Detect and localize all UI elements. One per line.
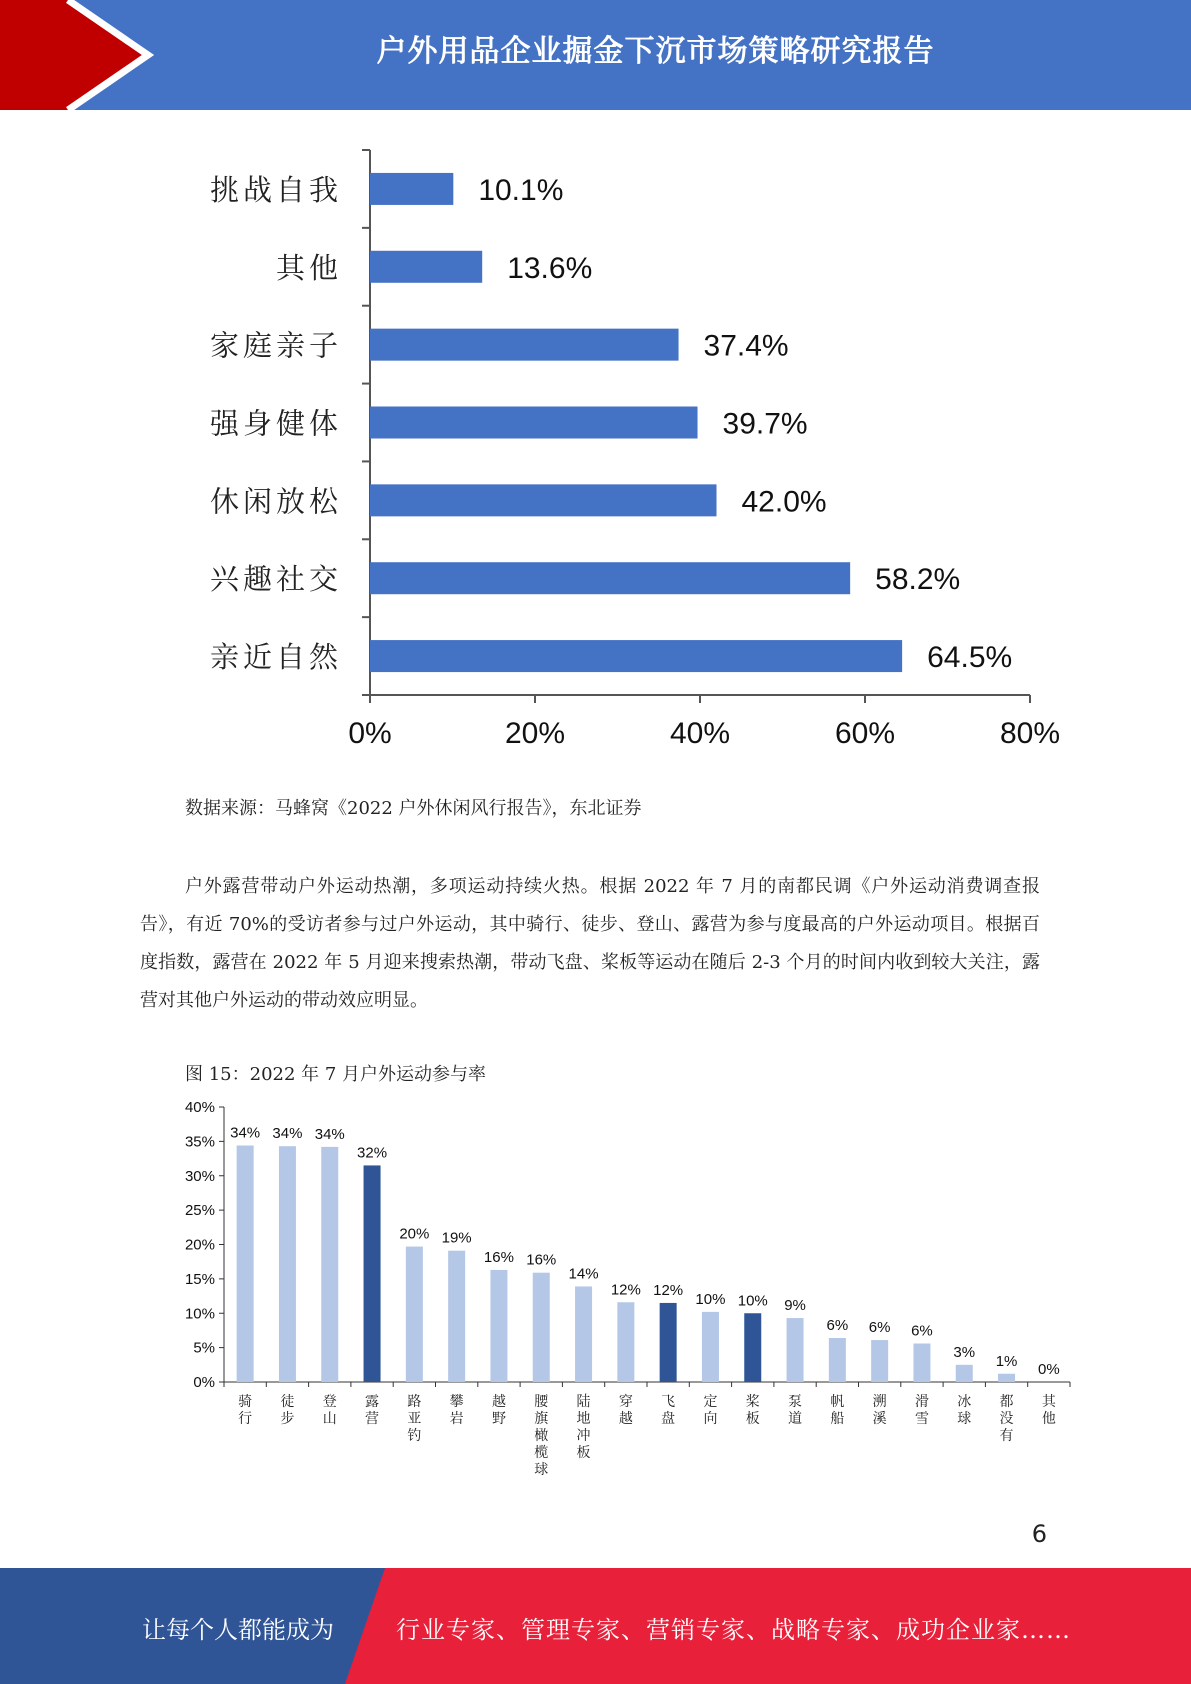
category-label: 家庭亲子 xyxy=(209,328,342,363)
bar xyxy=(998,1374,1015,1382)
bar-value-label: 39.7% xyxy=(722,407,808,441)
category-label: 徒步 xyxy=(280,1394,295,1427)
bar-value-label: 12% xyxy=(653,1281,684,1299)
bar-value-label: 13.6% xyxy=(507,251,593,285)
bar-value-label: 12% xyxy=(610,1281,641,1299)
bar-value-label: 10% xyxy=(695,1290,726,1308)
bar xyxy=(370,562,850,594)
bar xyxy=(370,484,717,516)
y-tick-label: 5% xyxy=(193,1339,215,1357)
y-tick-label: 25% xyxy=(184,1202,215,1220)
category-label: 泵道 xyxy=(788,1394,803,1427)
category-label: 攀岩 xyxy=(449,1394,464,1427)
x-tick-label: 20% xyxy=(504,717,566,750)
bar-value-label: 10% xyxy=(737,1292,768,1310)
category-label: 滑雪 xyxy=(914,1394,929,1427)
bar xyxy=(448,1251,465,1382)
page-number: 6 xyxy=(1031,1520,1047,1548)
bar xyxy=(660,1303,677,1382)
category-label: 穿越 xyxy=(618,1394,633,1427)
participation-bar-chart xyxy=(180,1090,1090,1490)
category-label: 强身健体 xyxy=(209,406,342,441)
y-tick-label: 35% xyxy=(184,1133,215,1151)
bar xyxy=(744,1313,761,1382)
bar xyxy=(829,1338,846,1382)
bar-value-label: 16% xyxy=(526,1251,557,1269)
motivation-bar-chart xyxy=(180,135,1080,760)
footer-slogan-right: 行业专家、管理专家、营销专家、战略专家、成功企业家…… xyxy=(396,1616,1071,1644)
bar xyxy=(406,1247,423,1382)
bar-value-label: 9% xyxy=(784,1297,806,1315)
category-label: 路亚钓 xyxy=(407,1394,422,1444)
footer-slogan-left: 让每个人都能成为 xyxy=(142,1616,334,1644)
bar-value-label: 14% xyxy=(568,1265,599,1283)
header-title: 户外用品企业掘金下沉市场策略研究报告 xyxy=(376,34,935,69)
bar xyxy=(370,329,679,361)
category-label: 挑战自我 xyxy=(209,172,342,207)
bar-value-label: 1% xyxy=(995,1352,1018,1370)
bar xyxy=(575,1286,592,1382)
y-tick-label: 10% xyxy=(184,1305,215,1323)
bar-value-label: 16% xyxy=(483,1248,514,1266)
bar-value-label: 58.2% xyxy=(875,563,961,597)
x-tick-label: 80% xyxy=(999,717,1061,750)
category-label: 帆船 xyxy=(830,1394,845,1427)
category-label: 其他 xyxy=(1041,1394,1056,1427)
category-label: 骑行 xyxy=(238,1394,253,1427)
bar-value-label: 19% xyxy=(441,1229,472,1247)
bar-value-label: 6% xyxy=(868,1319,891,1337)
category-label: 登山 xyxy=(322,1394,337,1427)
bar xyxy=(956,1365,973,1382)
category-label: 陆地冲板 xyxy=(576,1394,591,1461)
category-label: 休闲放松 xyxy=(209,484,342,519)
bar-value-label: 34% xyxy=(230,1124,261,1142)
y-tick-label: 0% xyxy=(193,1374,215,1391)
bar xyxy=(364,1165,381,1382)
figure2-caption: 图 15：2022 年 7 月户外运动参与率 xyxy=(185,1064,487,1085)
bar xyxy=(237,1146,254,1383)
category-label: 都没有 xyxy=(999,1394,1014,1444)
x-tick-label: 0% xyxy=(348,717,392,750)
bar-value-label: 42.0% xyxy=(741,485,827,519)
figure1-source: 数据来源：马蜂窝《2022 户外休闲风行报告》，东北证券 xyxy=(185,798,642,819)
y-tick-label: 20% xyxy=(184,1236,215,1254)
bar-value-label: 20% xyxy=(399,1225,430,1243)
bar-value-label: 64.5% xyxy=(927,641,1013,675)
motivation-bar-chart-svg xyxy=(180,135,1080,760)
category-label: 冰球 xyxy=(957,1394,972,1427)
category-label: 溯溪 xyxy=(872,1394,887,1427)
category-label: 越野 xyxy=(491,1394,506,1427)
bar-value-label: 34% xyxy=(272,1125,303,1143)
bar-value-label: 3% xyxy=(953,1343,976,1361)
bar xyxy=(370,173,453,205)
bar xyxy=(321,1147,338,1382)
category-label: 腰旗橄榄球 xyxy=(534,1394,549,1478)
category-label: 其他 xyxy=(275,250,342,285)
bar-value-label: 6% xyxy=(826,1317,849,1334)
y-tick-label: 40% xyxy=(184,1099,215,1116)
bar xyxy=(370,251,482,283)
page-header xyxy=(0,0,1191,110)
bar xyxy=(871,1340,888,1382)
bar xyxy=(370,640,902,672)
bar-value-label: 0% xyxy=(1038,1361,1060,1378)
bar xyxy=(490,1270,507,1382)
category-label: 兴趣社交 xyxy=(209,562,342,597)
bar-value-label: 6% xyxy=(911,1322,933,1340)
x-tick-label: 40% xyxy=(669,717,731,750)
bar xyxy=(370,407,698,439)
category-label: 露营 xyxy=(365,1394,380,1427)
bar-value-label: 37.4% xyxy=(703,329,789,363)
bar xyxy=(787,1318,804,1382)
x-tick-label: 60% xyxy=(834,717,896,750)
category-label: 定向 xyxy=(703,1394,718,1427)
header-arrow-decoration xyxy=(0,0,170,110)
y-tick-label: 30% xyxy=(184,1167,215,1185)
bar xyxy=(533,1273,550,1382)
body-paragraph: 户外露营带动户外运动热潮，多项运动持续火热。根据 2022 年 7 月的南都民调《户外运动消费调查报告》，有近 70%的受访者参与过户外运动，其中骑行、徒步、登山、露营为参与度最高的户外运动项目。根据百度指数，露营在 2022 年 5 月迎来搜索热潮，带动飞盘、桨板等运动在随后 2-3 个月的时间内收到较大关注，露营对其他户外运动的带动效应明显。 xyxy=(140,876,1040,1011)
bar xyxy=(913,1344,930,1383)
y-tick-label: 15% xyxy=(184,1270,215,1288)
category-label: 亲近自然 xyxy=(209,640,342,675)
participation-bar-chart-svg xyxy=(180,1090,1090,1490)
bar xyxy=(702,1312,719,1382)
bar xyxy=(617,1302,634,1382)
page-footer xyxy=(0,1568,1191,1684)
bar xyxy=(279,1146,296,1382)
bar-value-label: 34% xyxy=(314,1125,345,1143)
category-label: 飞盘 xyxy=(661,1394,676,1427)
bar-value-label: 10.1% xyxy=(478,173,564,207)
category-label: 桨板 xyxy=(745,1394,760,1427)
bar-value-label: 32% xyxy=(357,1144,388,1162)
